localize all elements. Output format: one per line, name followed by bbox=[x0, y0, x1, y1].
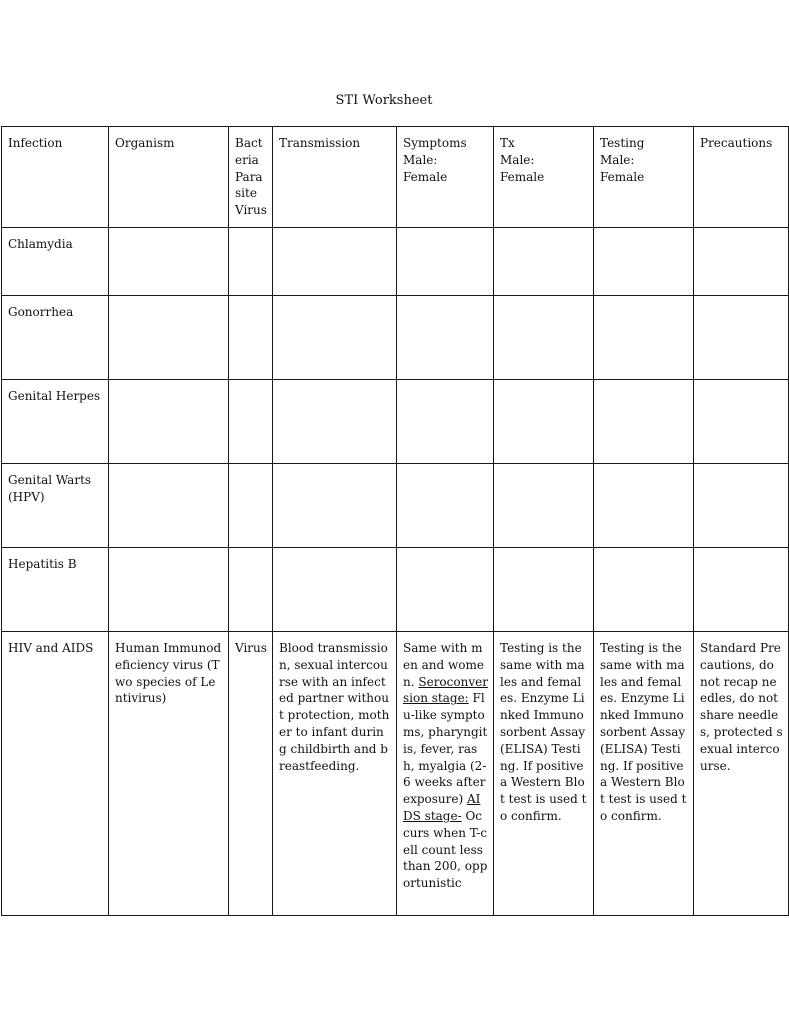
header-testing: Testing Male: Female bbox=[594, 127, 694, 228]
symptoms-cell bbox=[397, 296, 494, 380]
header-transmission: Transmission bbox=[273, 127, 397, 228]
infection-name: Hepatitis B bbox=[2, 548, 109, 632]
testing-cell bbox=[594, 296, 694, 380]
organism-cell bbox=[109, 548, 229, 632]
precautions-cell bbox=[694, 228, 789, 296]
seroconversion-label: Seroconversion stage: bbox=[403, 674, 488, 706]
symptoms-cell bbox=[397, 464, 494, 548]
table-row bbox=[2, 548, 789, 632]
type-cell bbox=[229, 296, 273, 380]
infection-name: Gonorrhea bbox=[2, 296, 109, 380]
organism-cell: Human Immunodeficiency virus (Two species of Lentivirus) bbox=[109, 632, 229, 916]
table-row bbox=[2, 380, 789, 464]
worksheet-title: STI Worksheet bbox=[335, 93, 433, 108]
table-row-hiv bbox=[2, 632, 789, 916]
organism-cell bbox=[109, 228, 229, 296]
header-precautions: Precautions bbox=[694, 127, 789, 228]
table-row bbox=[2, 296, 789, 380]
symptoms-cell bbox=[397, 548, 494, 632]
infection-name: Genital Herpes bbox=[2, 380, 109, 464]
organism-cell bbox=[109, 296, 229, 380]
precautions-cell bbox=[694, 296, 789, 380]
header-organism-type: Bacteria Parasite Virus bbox=[229, 127, 273, 228]
seroconversion-text: Flu-like symptoms, pharyngitis, fever, rash, myalgia (2-6 weeks after exposure) bbox=[403, 691, 488, 807]
symptoms-cell bbox=[397, 380, 494, 464]
testing-cell: Testing is the same with males and females. Enzyme Linked Immunosorbent Assay (ELISA) Testing. If positive a Western Blot test is used to confirm. bbox=[594, 632, 694, 916]
transmission-cell bbox=[273, 228, 397, 296]
header-symptoms: Symptoms Male: Female bbox=[397, 127, 494, 228]
transmission-cell bbox=[273, 548, 397, 632]
precautions-cell bbox=[694, 380, 789, 464]
header-row bbox=[2, 127, 789, 228]
aids-stage-label: AIDS stage- bbox=[403, 792, 481, 823]
testing-cell bbox=[594, 380, 694, 464]
type-cell bbox=[229, 228, 273, 296]
table-row bbox=[2, 464, 789, 548]
tx-cell bbox=[494, 464, 594, 548]
testing-cell bbox=[594, 548, 694, 632]
testing-cell bbox=[594, 464, 694, 548]
precautions-cell bbox=[694, 464, 789, 548]
header-organism: Organism bbox=[109, 127, 229, 228]
symptoms-cell bbox=[397, 228, 494, 296]
tx-cell: Testing is the same with males and females. Enzyme Linked Immunosorbent Assay (ELISA) Testing. If positive a Western Blot test is used to confirm. bbox=[494, 632, 594, 916]
type-cell: Virus bbox=[229, 632, 273, 916]
symptoms-intro: Same with men and women. bbox=[403, 641, 484, 689]
precautions-cell: Standard Precautions, do not recap needles, do not share needles, protected sexual intercourse. bbox=[694, 632, 789, 916]
type-cell bbox=[229, 464, 273, 548]
type-cell bbox=[229, 380, 273, 464]
infection-name: Chlamydia bbox=[2, 228, 109, 296]
transmission-cell bbox=[273, 380, 397, 464]
header-infection: Infection bbox=[2, 127, 109, 228]
type-cell bbox=[229, 548, 273, 632]
transmission-cell bbox=[273, 296, 397, 380]
infection-name: HIV and AIDS bbox=[2, 632, 109, 916]
symptoms-cell bbox=[397, 632, 494, 916]
sti-table bbox=[1, 126, 789, 916]
transmission-cell bbox=[273, 464, 397, 548]
aids-stage-text: Occurs when T-cell count less than 200, opportunistic bbox=[403, 808, 488, 891]
header-tx: Tx Male: Female bbox=[494, 127, 594, 228]
tx-cell bbox=[494, 548, 594, 632]
organism-cell bbox=[109, 380, 229, 464]
table-row bbox=[2, 228, 789, 296]
tx-cell bbox=[494, 296, 594, 380]
tx-cell bbox=[494, 228, 594, 296]
testing-cell bbox=[594, 228, 694, 296]
organism-cell bbox=[109, 464, 229, 548]
transmission-cell: Blood transmission, sexual intercourse with an infected partner without protection, mother to infant during childbirth and breastfeeding. bbox=[273, 632, 397, 916]
tx-cell bbox=[494, 380, 594, 464]
infection-name: Genital Warts (HPV) bbox=[2, 464, 109, 548]
precautions-cell bbox=[694, 548, 789, 632]
